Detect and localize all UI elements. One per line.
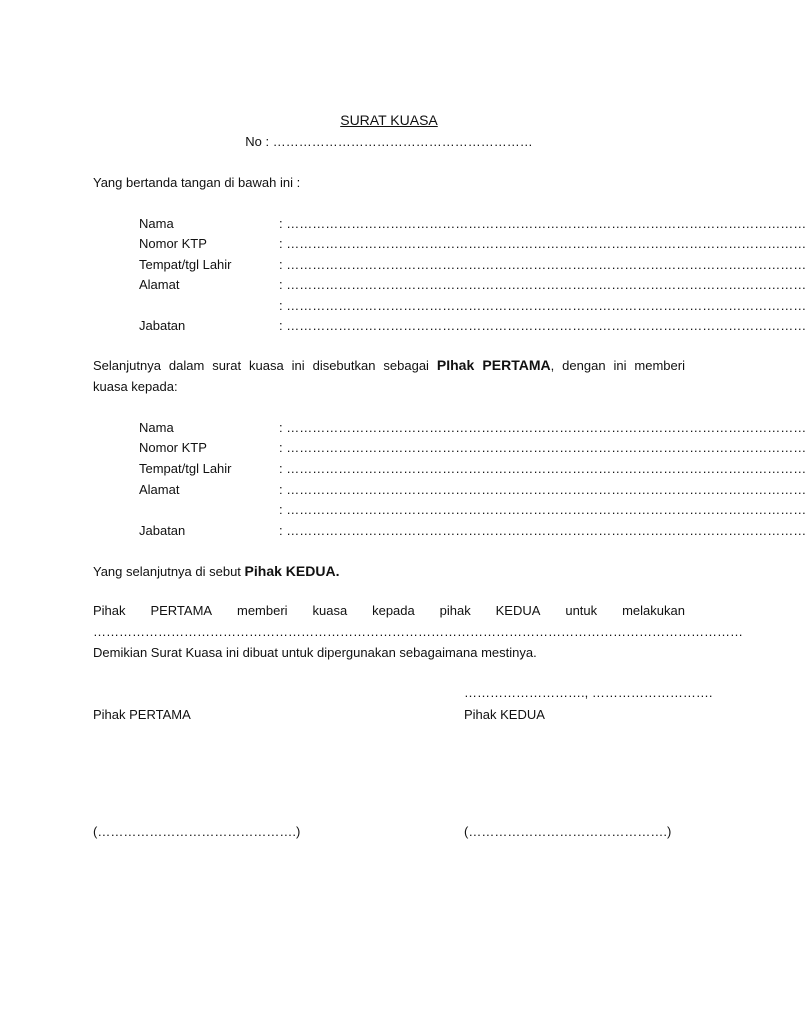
auth-word: pihak (439, 603, 471, 618)
pihak-kedua-emphasis: Pihak KEDUA (244, 563, 336, 579)
field-value: : ………………………………………………………………………………………………………… (279, 318, 806, 333)
pihak-pertama-emphasis: PIhak PERTAMA (436, 357, 551, 373)
field-label: Alamat (139, 482, 180, 497)
signature-name-second-party: (……………………………………….) (464, 824, 672, 839)
document-title: SURAT KUASA (340, 112, 438, 128)
auth-word: memberi (237, 603, 288, 618)
field-label: Nomor KTP (139, 440, 207, 455)
field-value: : ………………………………………………………………………………………………………… (279, 277, 806, 292)
field-label: Tempat/tgl Lahir (139, 257, 232, 272)
statement-line1 (93, 357, 685, 373)
field-label: Nomor KTP (139, 236, 207, 251)
signature-label-first-party: Pihak PERTAMA (93, 707, 191, 722)
statement-line2: kuasa kepada: (93, 379, 178, 394)
field-value: : ………………………………………………………………………………………………………… (279, 257, 806, 272)
auth-word: untuk (565, 603, 598, 618)
auth-word: kepada (372, 603, 415, 618)
auth-word: melakukan (622, 603, 685, 618)
auth-word: PERTAMA (150, 603, 213, 618)
auth-word: Pihak (93, 603, 126, 618)
second-party-period: . (335, 563, 340, 579)
auth-word: kuasa (312, 603, 348, 618)
field-label: Tempat/tgl Lahir (139, 461, 232, 476)
closing-text: Demikian Surat Kuasa ini dibuat untuk dipergunakan sebagaimana mestinya. (93, 645, 537, 660)
signature-name-first-party: (……………………………………….) (93, 824, 301, 839)
authorization-line (93, 603, 685, 618)
field-label: Nama (139, 420, 174, 435)
second-party-statement (93, 563, 339, 579)
document-number: No : …………………………………………………… (245, 134, 533, 149)
field-value: : ………………………………………………………………………………………………………… (279, 502, 806, 517)
field-label: Jabatan (139, 318, 186, 333)
field-value: : ………………………………………………………………………………………………………… (279, 420, 806, 435)
auth-word: KEDUA (495, 603, 541, 618)
field-label: Jabatan (139, 523, 186, 538)
field-label: Nama (139, 216, 174, 231)
field-value: : ………………………………………………………………………………………………………… (279, 236, 806, 251)
intro-text: Yang bertanda tangan di bawah ini : (93, 175, 301, 190)
field-value: : ………………………………………………………………………………………………………… (279, 482, 806, 497)
field-value: : ………………………………………………………………………………………………………… (279, 523, 806, 538)
signature-label-second-party: Pihak KEDUA (464, 707, 545, 722)
second-party-text: Yang selanjutnya di sebut (93, 564, 241, 579)
field-value: : ………………………………………………………………………………………………………… (279, 216, 806, 231)
field-value: : ………………………………………………………………………………………………………… (279, 440, 806, 455)
field-value: : ………………………………………………………………………………………………………… (279, 461, 806, 476)
statement-text: Selanjutnya dalam surat kuasa ini disebutkan sebagai (93, 358, 429, 373)
place-date: ………………………., ………………………. (464, 685, 713, 700)
statement-text-after: , dengan ini memberi (550, 358, 685, 373)
authorization-dots: …………………………………………………………………………………………………………………………………… (93, 624, 743, 639)
field-label: Alamat (139, 277, 180, 292)
field-value: : ………………………………………………………………………………………………………… (279, 298, 806, 313)
